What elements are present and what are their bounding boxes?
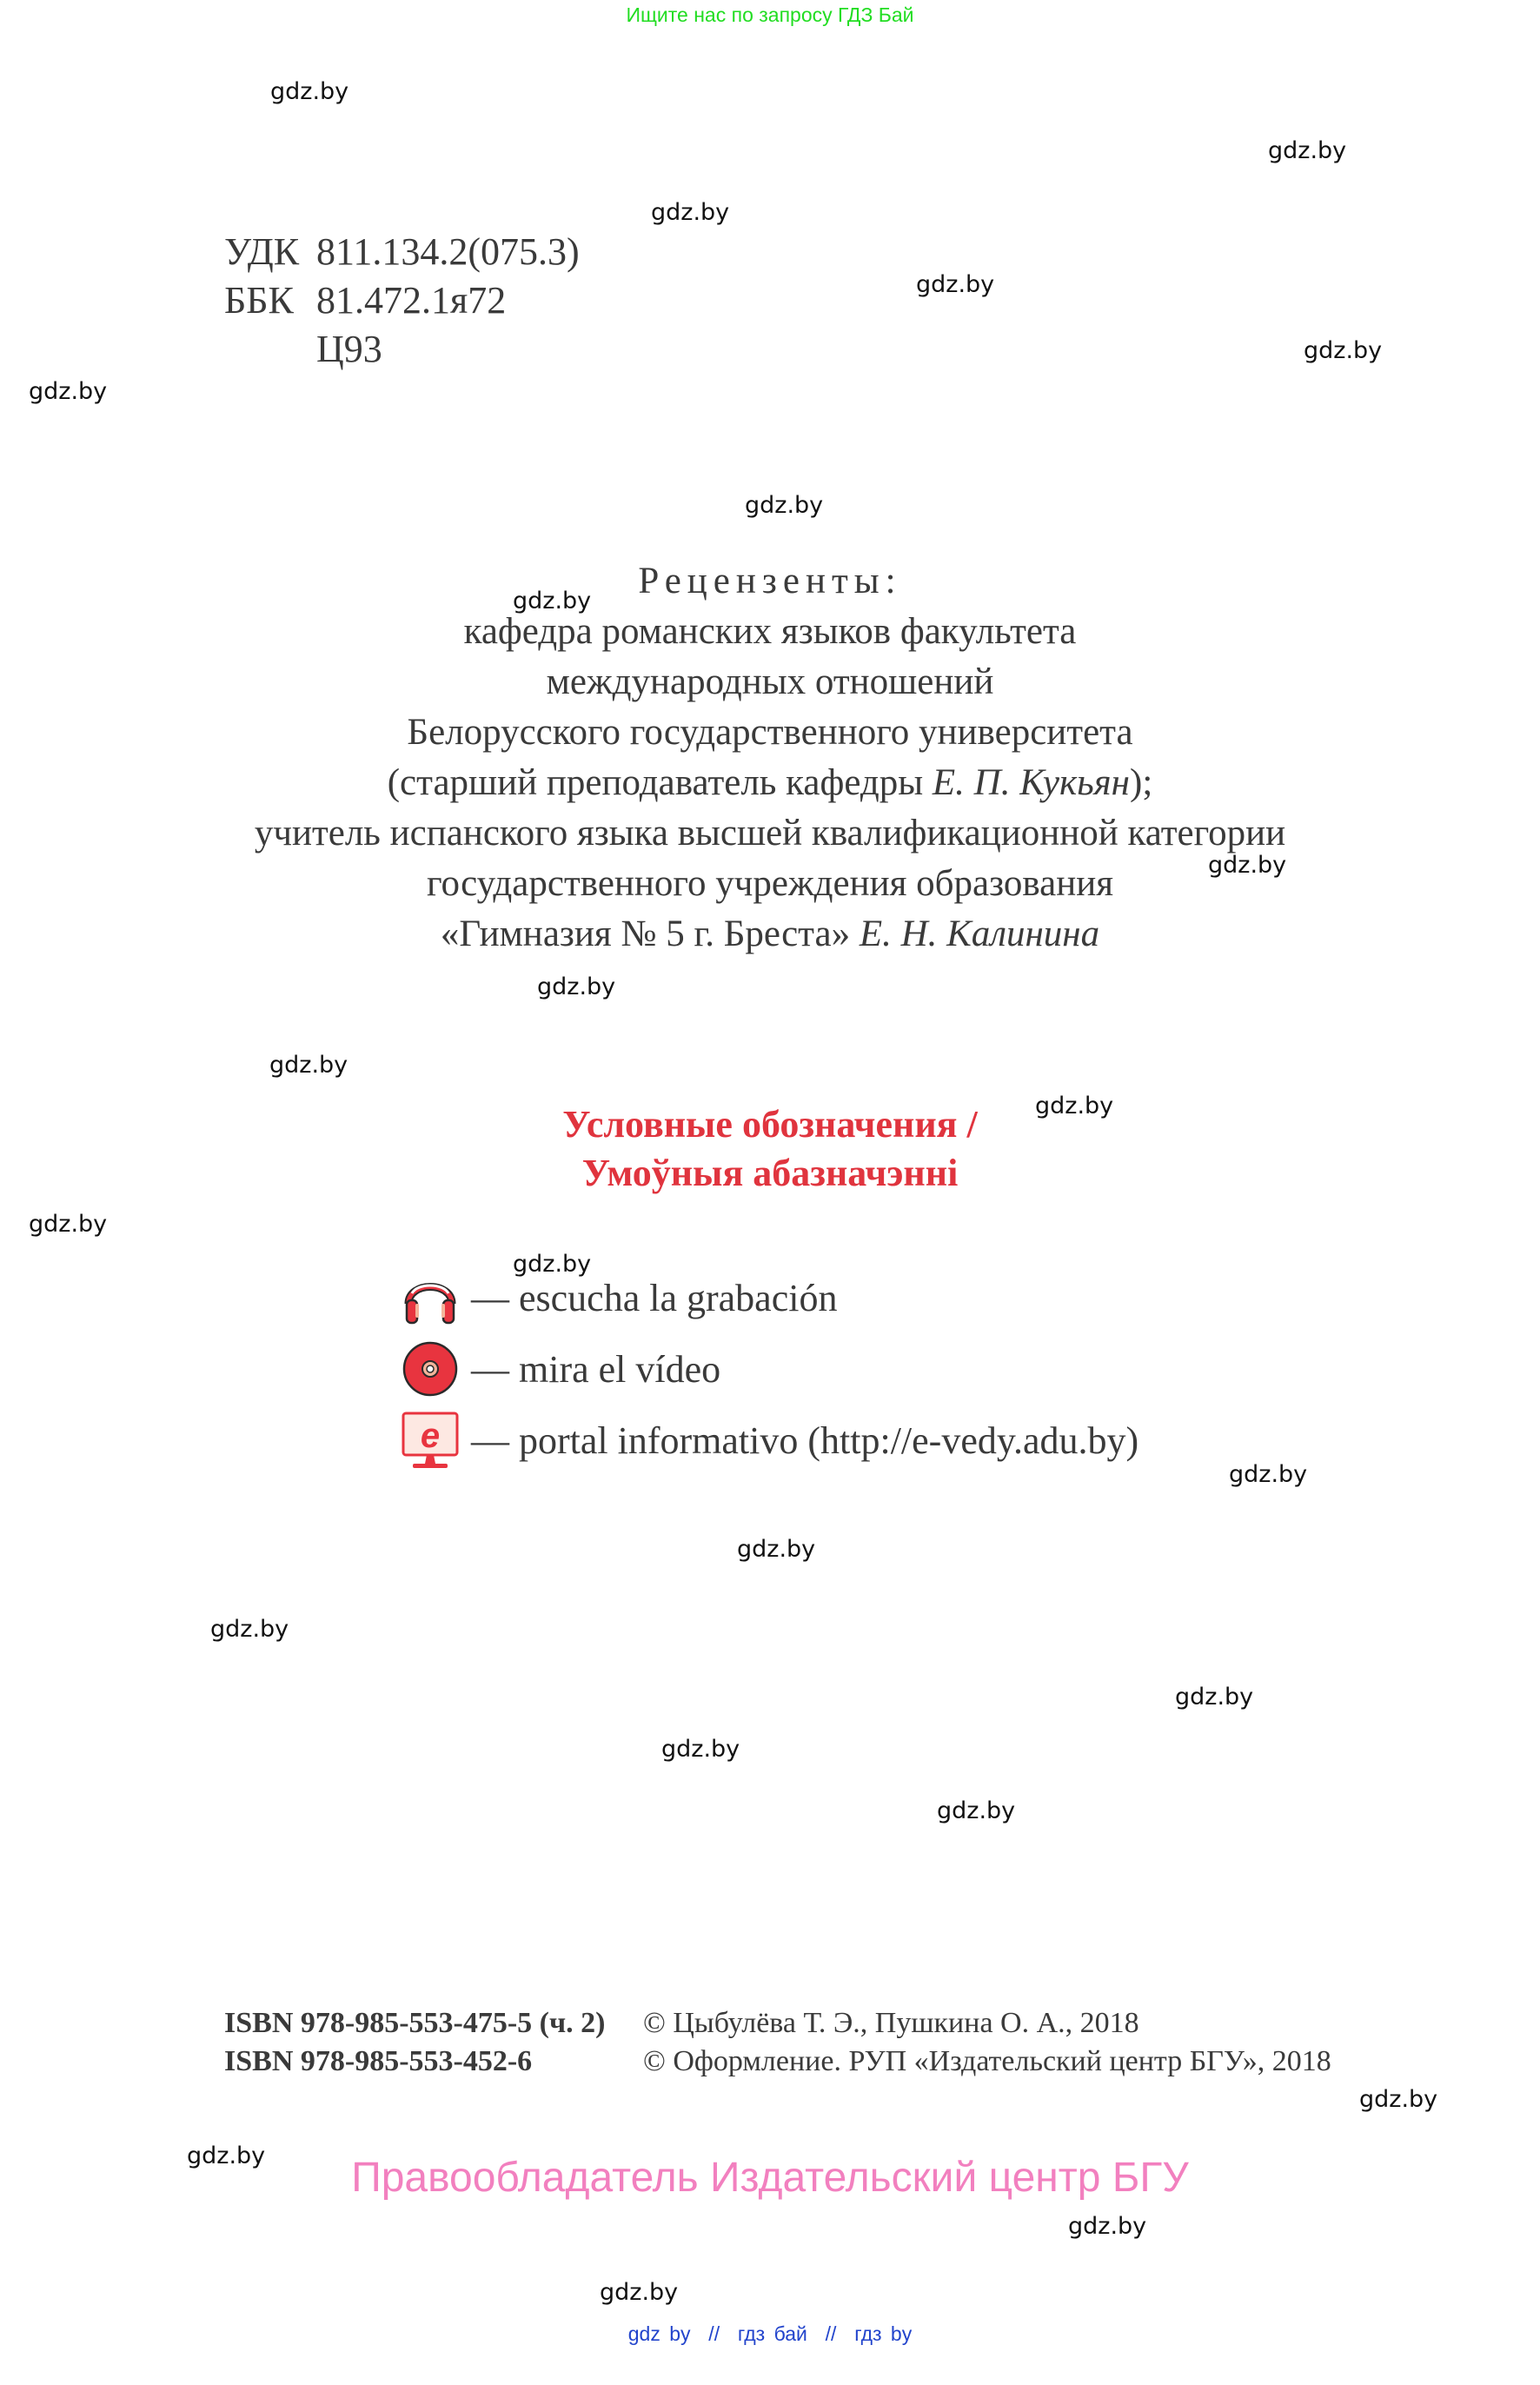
reviewer-name: Е. П. Кукьян: [932, 762, 1130, 803]
isbn-block: [224, 2004, 1331, 2081]
gdz-watermark: gdz.by: [1035, 1093, 1114, 1119]
gdz-watermark: gdz.by: [29, 378, 108, 405]
copyright-text: © Оформление. РУП «Издательский центр БГУ», 2018: [643, 2045, 1331, 2077]
legend-title-ru: Условные обозначения /: [562, 1103, 978, 1146]
reviewers-text: (старший преподаватель кафедры: [387, 762, 933, 803]
reviewers-line: кафедра романских языков факультета: [463, 611, 1077, 652]
legend-item-audio: [400, 1262, 1138, 1333]
gdz-watermark: gdz.by: [270, 78, 349, 105]
disc-icon: [400, 1339, 461, 1399]
reviewers-heading: Рецензенты:: [638, 561, 902, 601]
legend-item-text: — escucha la grabación: [471, 1276, 838, 1319]
gdz-watermark: gdz.by: [937, 1797, 1016, 1824]
top-banner: Ищите нас по запросу ГДЗ Бай: [626, 3, 914, 26]
gdz-watermark: gdz.by: [600, 2279, 679, 2306]
legend-title-be: Умоўныя абазначэнні: [581, 1152, 959, 1194]
reviewers-line: государственного учреждения образования: [426, 863, 1114, 904]
gdz-watermark: gdz.by: [29, 1211, 108, 1238]
udk-value: 811.134.2(075.3): [316, 230, 580, 273]
copyright-text: © Цыбулёва Т. Э., Пушкина О. А., 2018: [643, 2007, 1139, 2039]
gdz-watermark: gdz.by: [537, 973, 616, 1000]
reviewers-line: Белорусского государственного университета: [407, 712, 1133, 753]
classification-block: [224, 228, 580, 374]
gdz-watermark: gdz.by: [187, 2143, 266, 2169]
gdz-watermark: gdz.by: [513, 1251, 592, 1278]
headphones-icon: [400, 1267, 461, 1328]
reviewers-text: );: [1130, 762, 1153, 803]
gdz-watermark: gdz.by: [210, 1616, 289, 1643]
gdz-watermark: gdz.by: [1268, 137, 1347, 164]
gdz-watermark: gdz.by: [1229, 1461, 1308, 1488]
gdz-watermark: gdz.by: [513, 588, 592, 615]
reviewers-line: международных отношений: [546, 661, 994, 702]
gdz-watermark: gdz.by: [1175, 1684, 1254, 1711]
isbn-row: [224, 2004, 1331, 2043]
legend-item-video: [400, 1333, 1138, 1405]
footer-links[interactable]: gdz by // гдз бай // гдз by: [627, 2322, 913, 2345]
legend-item-portal: [400, 1405, 1138, 1476]
reviewer-name: Е. Н. Калинина: [859, 913, 1100, 954]
legend-title: [0, 1100, 1540, 1198]
isbn-row: [224, 2043, 1331, 2081]
reviewers-line: [0, 909, 1540, 960]
svg-text:e: e: [420, 1417, 441, 1455]
author-mark-row: [224, 325, 580, 374]
bbk-label: ББК: [224, 279, 294, 322]
gdz-watermark: gdz.by: [1304, 337, 1383, 364]
reviewers-line: [0, 758, 1540, 808]
gdz-watermark: gdz.by: [1359, 2086, 1438, 2113]
rights-holder-watermark: Правообладатель Издательский центр БГУ: [351, 2155, 1189, 2201]
gdz-watermark: gdz.by: [651, 199, 730, 226]
reviewers-block: [0, 556, 1540, 960]
reviewers-text: «Гимназия № 5 г. Бреста»: [440, 913, 860, 954]
bbk-row: [224, 276, 580, 325]
isbn-number: ISBN 978-985-553-475-5 (ч. 2): [224, 2007, 606, 2039]
gdz-watermark: gdz.by: [269, 1052, 348, 1079]
legend-list: [400, 1262, 1138, 1476]
gdz-watermark: gdz.by: [916, 271, 995, 298]
legend-item-text: — portal informativo (http://e-vedy.adu.by): [471, 1418, 1139, 1462]
isbn-number: ISBN 978-985-553-452-6: [224, 2045, 533, 2077]
gdz-watermark: gdz.by: [661, 1736, 740, 1763]
bbk-value: 81.472.1я72: [316, 279, 507, 322]
author-mark: Ц93: [316, 328, 382, 370]
legend-item-text: — mira el vídeo: [471, 1347, 721, 1391]
gdz-watermark: gdz.by: [745, 492, 824, 519]
gdz-watermark: gdz.by: [1068, 2213, 1147, 2240]
udk-row: [224, 228, 580, 276]
gdz-watermark: gdz.by: [1208, 852, 1287, 879]
udk-label: УДК: [224, 230, 300, 273]
e-portal-monitor-icon: [400, 1410, 461, 1471]
gdz-watermark: gdz.by: [737, 1536, 816, 1563]
reviewers-line: учитель испанского языка высшей квалификационной категории: [254, 813, 1286, 854]
